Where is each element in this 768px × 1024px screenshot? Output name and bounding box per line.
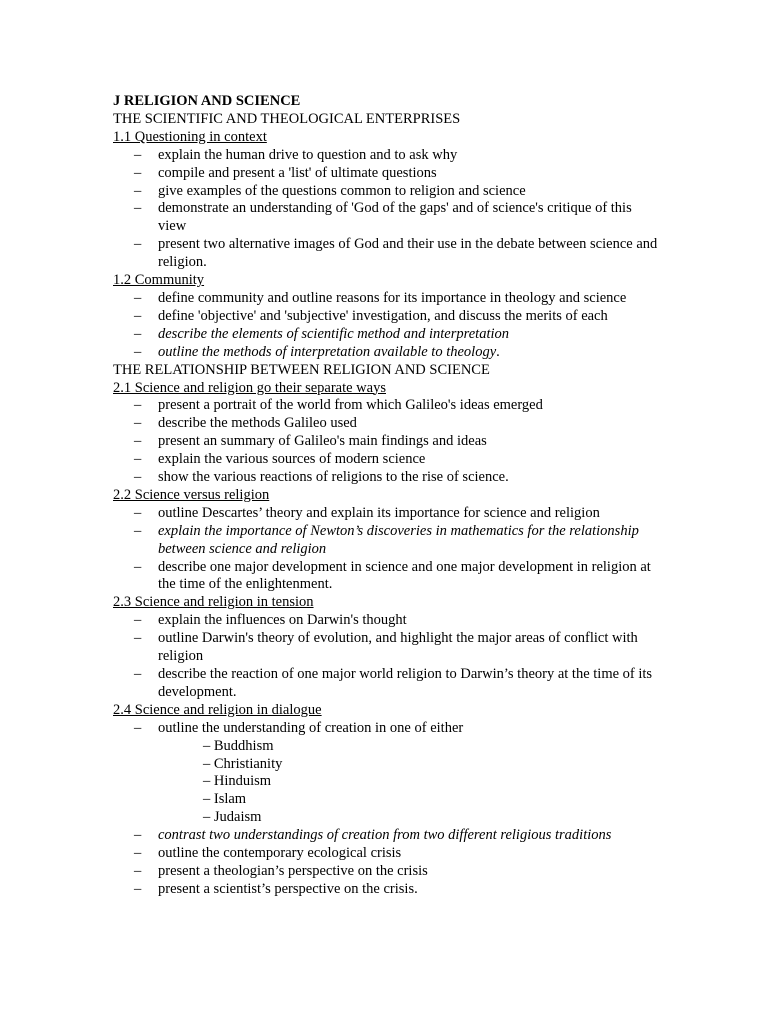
- section-2-2-list: [113, 505, 658, 595]
- list-item: – outline the methods of interpretation available to theology.: [134, 343, 500, 360]
- list-item: – explain the various sources of modern science: [134, 451, 426, 468]
- dash-bullet: –: [134, 451, 142, 468]
- section-1-1-list: [113, 147, 658, 272]
- dash-bullet: –: [134, 164, 142, 181]
- document-page: [113, 93, 658, 899]
- list-item: – show the various reactions of religions to the rise of science.: [134, 469, 509, 486]
- section-2-4-list-continued: [113, 827, 658, 899]
- section-2-4-list: [113, 720, 658, 738]
- list-item: – present two alternative images of God and their use in the debate between science and religion.: [134, 236, 658, 271]
- section-2-3-heading: 2.3 Science and religion in tension: [113, 594, 314, 611]
- dash-bullet: –: [134, 880, 142, 897]
- part-1-heading: THE SCIENTIFIC AND THEOLOGICAL ENTERPRISES: [113, 110, 461, 127]
- list-item: – outline the contemporary ecological crisis: [134, 845, 402, 862]
- list-item: – outline Darwin's theory of evolution, and highlight the major areas of conflict with religion: [134, 630, 638, 665]
- dash-bullet: –: [134, 845, 142, 862]
- list-item: – define community and outline reasons for its importance in theology and science: [134, 289, 627, 306]
- list-item: – demonstrate an understanding of 'God of the gaps' and of science's critique of this view: [134, 200, 632, 235]
- list-item: – give examples of the questions common to religion and science: [134, 182, 526, 199]
- dash-bullet: –: [134, 200, 142, 217]
- dash-bullet: –: [134, 182, 142, 199]
- list-item: – present a theologian’s perspective on the crisis: [134, 862, 428, 879]
- religion-item: – Buddhism: [203, 737, 274, 754]
- dash-bullet: –: [134, 325, 142, 342]
- list-item: – define 'objective' and 'subjective' investigation, and discuss the merits of each: [134, 307, 608, 324]
- dash-bullet: –: [134, 289, 142, 306]
- list-item: – present a portrait of the world from which Galileo's ideas emerged: [134, 397, 543, 414]
- section-1-2-heading: 1.2 Community: [113, 272, 205, 289]
- list-item: – describe the elements of scientific method and interpretation: [134, 325, 510, 342]
- dash-bullet: –: [134, 504, 142, 521]
- dash-bullet: –: [134, 862, 142, 879]
- section-1-1-heading: 1.1 Questioning in context: [113, 128, 267, 145]
- religion-item: – Hinduism: [203, 773, 272, 790]
- section-1-2-list: [113, 290, 658, 362]
- list-item: – describe the methods Galileo used: [134, 415, 357, 432]
- list-item: – present a scientist’s perspective on the crisis.: [134, 880, 418, 897]
- dash-bullet: –: [134, 146, 142, 163]
- list-item: – compile and present a 'list' of ultimate questions: [134, 164, 437, 181]
- list-item: – describe one major development in science and one major development in religion at the time of the enlightenment.: [134, 558, 651, 593]
- religion-item: – Islam: [203, 791, 247, 808]
- list-item: – contrast two understandings of creation from two different religious traditions: [134, 827, 612, 844]
- list-item: – explain the importance of Newton’s discoveries in mathematics for the relationship between science and religion: [134, 522, 639, 557]
- dash-bullet: –: [134, 433, 142, 450]
- dash-bullet: –: [134, 719, 142, 736]
- dash-bullet: –: [134, 558, 142, 575]
- dash-bullet: –: [134, 236, 142, 253]
- dash-bullet: –: [134, 630, 142, 647]
- list-item: – present an summary of Galileo's main findings and ideas: [134, 433, 487, 450]
- dash-bullet: –: [134, 522, 142, 539]
- dash-bullet: –: [134, 827, 142, 844]
- section-2-1-heading: 2.1 Science and religion go their separate ways: [113, 379, 386, 396]
- list-item: – outline Descartes’ theory and explain its importance for science and religion: [134, 504, 600, 521]
- section-2-1-list: [113, 397, 658, 487]
- dash-bullet: –: [134, 612, 142, 629]
- list-item: – explain the influences on Darwin's thought: [134, 612, 407, 629]
- dash-bullet: –: [134, 307, 142, 324]
- religion-item: – Judaism: [203, 809, 262, 826]
- religion-item: – Christianity: [203, 755, 283, 772]
- list-item: – explain the human drive to question and to ask why: [134, 146, 458, 163]
- religion-sublist: [113, 738, 658, 828]
- dash-bullet: –: [134, 415, 142, 432]
- list-item: – outline the understanding of creation in one of either: [134, 719, 464, 736]
- dash-bullet: –: [134, 469, 142, 486]
- list-item: – describe the reaction of one major world religion to Darwin’s theory at the time of its development.: [134, 666, 653, 700]
- section-2-2-heading: 2.2 Science versus religion: [113, 486, 270, 503]
- dash-bullet: –: [134, 397, 142, 414]
- section-2-3-list: [113, 612, 658, 702]
- document-title: J RELIGION AND SCIENCE: [113, 93, 301, 109]
- part-2-heading: THE RELATIONSHIP BETWEEN RELIGION AND SCIENCE: [113, 361, 490, 378]
- dash-bullet: –: [134, 343, 142, 360]
- dash-bullet: –: [134, 666, 142, 682]
- section-2-4-heading: 2.4 Science and religion in dialogue: [113, 701, 322, 718]
